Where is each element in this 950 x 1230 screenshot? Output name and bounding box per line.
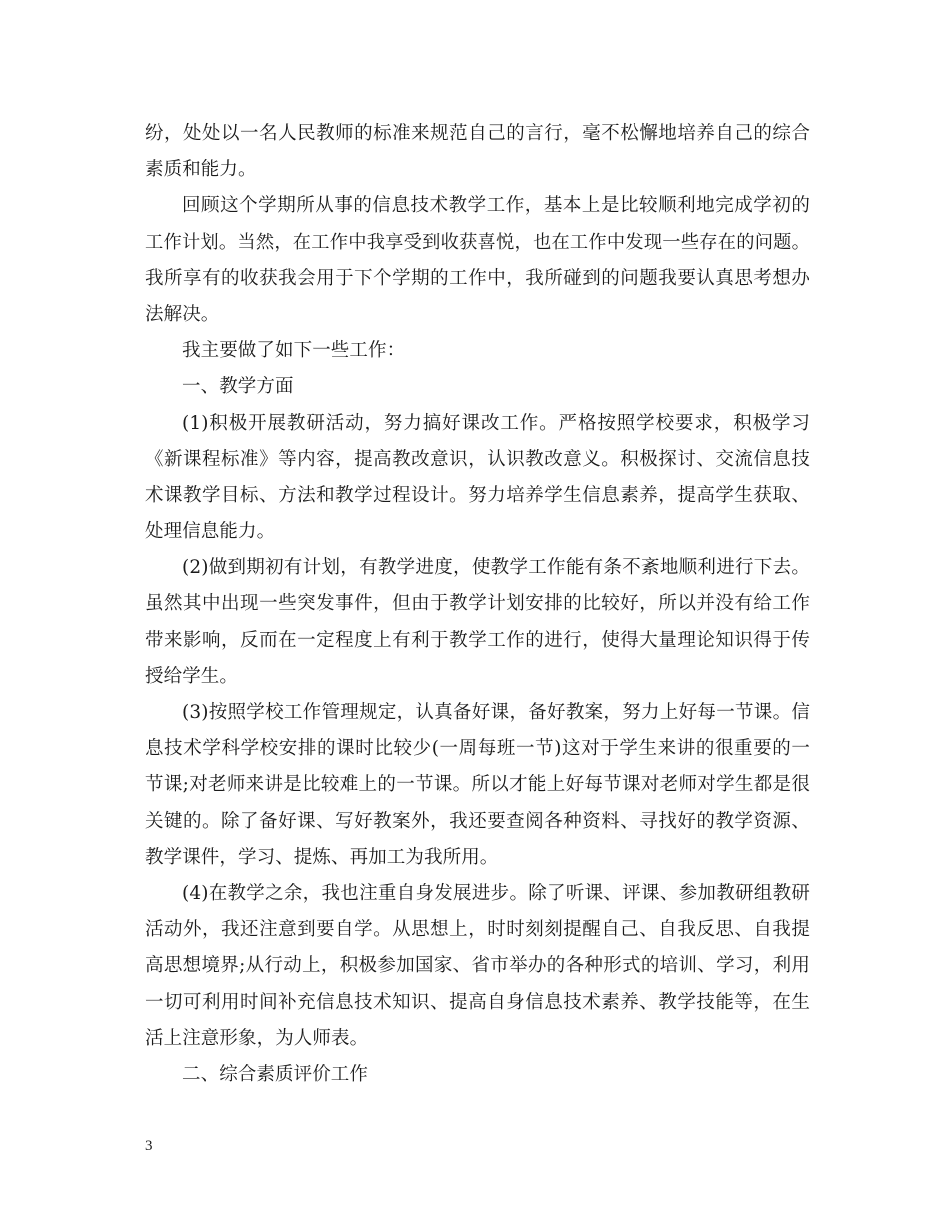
- paragraph-first-line: 一、教学方面: [182, 376, 294, 398]
- text-line: 活上注意形象，为人师表。: [145, 1027, 369, 1049]
- paragraph-first-line: (1)积极开展教研活动，努力搞好课改工作。严格按照学校要求，积极学习: [182, 412, 810, 434]
- text-line: 息技术学科学校安排的课时比较少(一周每班一节)这对于学生来讲的很重要的一: [145, 738, 810, 760]
- text-line: 纷，处处以一名人民教师的标准来规范自己的言行，毫不松懈地培养自己的综合: [145, 123, 810, 144]
- text-line: 工作计划。当然，在工作中我享受到收获喜悦，也在工作中发现一些存在的问题。: [145, 231, 810, 253]
- text-line: 素质和能力。: [145, 159, 257, 181]
- text-line: 节课;对老师来讲是比较难上的一节课。所以才能上好每节课对老师对学生都是很: [145, 774, 810, 796]
- text-line: 《新课程标准》等内容，提高教改意识，认识教改意义。积极探讨、交流信息技: [145, 448, 810, 470]
- text-line: 教学课件，学习、提炼、再加工为我所用。: [145, 846, 499, 868]
- text-line: 活动外，我还注意到要自学。从思想上，时时刻刻提醒自己、自我反思、自我提: [145, 919, 810, 941]
- text-line: 一切可利用时间补充信息技术知识、提高自身信息技术素养、教学技能等，在生: [145, 991, 810, 1013]
- text-line: 我所享有的收获我会用于下个学期的工作中，我所碰到的问题我要认真思考想办: [145, 267, 810, 289]
- text-line: 高思想境界;从行动上，积极参加国家、省市举办的各种形式的培训、学习，利用: [145, 955, 810, 977]
- paragraph-first-line: 回顾这个学期所从事的信息技术教学工作，基本上是比较顺利地完成学初的: [182, 195, 810, 217]
- paragraph-first-line: (4)在教学之余，我也注重自身发展进步。除了听课、评课、参加教研组教研: [182, 882, 810, 904]
- text-line: 虽然其中出现一些突发事件，但由于教学计划安排的比较好，所以并没有给工作: [145, 593, 810, 615]
- document-body: [145, 116, 810, 1093]
- paragraph-first-line: (3)按照学校工作管理规定，认真备好课，备好教案，努力上好每一节课。信: [182, 702, 810, 723]
- page-number: 3: [145, 1138, 153, 1154]
- text-line: 术课教学目标、方法和教学过程设计。努力培养学生信息素养，提高学生获取、: [145, 484, 810, 506]
- paragraph-first-line: (2)做到期初有计划，有教学进度，使教学工作能有条不紊地顺利进行下去。: [182, 557, 810, 579]
- text-line: 授给学生。: [145, 665, 239, 687]
- text-line: 处理信息能力。: [145, 521, 276, 543]
- text-line: 法解决。: [145, 303, 220, 325]
- text-line: 带来影响，反而在一定程度上有利于教学工作的进行，使得大量理论知识得于传: [145, 629, 810, 651]
- paragraph-first-line: 二、综合素质评价工作: [182, 1063, 369, 1085]
- text-line: 关键的。除了备好课、写好教案外，我还要查阅各种资料、寻找好的教学资源、: [145, 810, 810, 832]
- paragraph-first-line: 我主要做了如下一些工作：: [182, 340, 406, 362]
